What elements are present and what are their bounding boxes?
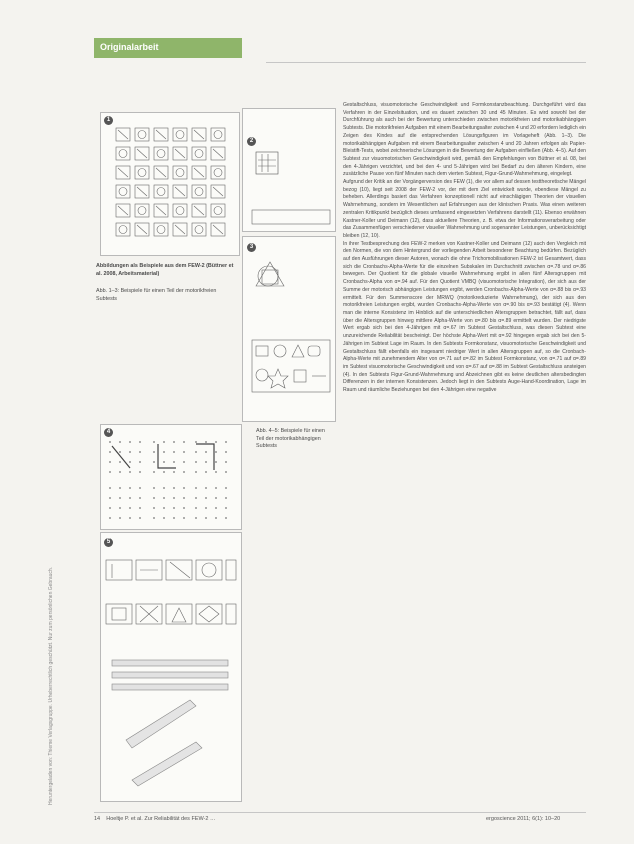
shape-glyph [119, 226, 127, 234]
shape-glyph [214, 207, 222, 215]
grid-dot [195, 451, 197, 453]
panel-3-option-frame [252, 340, 330, 392]
grid-dot [215, 507, 217, 509]
body-paragraph: Aufgrund der Kritik an der Vorgängerversion des FEW (1), die vor allem auf dessen testtheoretische Mängel bezog (10), liegt seit 2008 der FEW-2 vor, der mit dem Ziel entwickelt wurde, ebendiese Mängel zu beheben. Allerdings basiert das Verfahren konzeptionell nicht auf einschlägigen Theorien der visuellen Wahrnehmung, sondern im Wesentlichen auf Erfahrungen aus der klinischen Praxis. Was einen weiteren zentralen Kritikpunkt bezüglich dieses umfassend eingesetzten Verfahrens darstellt (11). Ebenso erwähnen Kastner-Koller und Deimann (12), dass aktuellere Theorien, z. B. etwa der Informationsverarbeitung oder das Zusammenfügen verschiedener visueller Wahrnehmung und sogenannter Leistungen, unberücksichtigt bleiben (12, 10). [343, 179, 586, 239]
shape-glyph [214, 131, 222, 139]
grid-dot [109, 487, 111, 489]
grid-dot [195, 507, 197, 509]
grid-dot [183, 461, 185, 463]
shape-glyph [156, 206, 166, 215]
grid-dot [205, 507, 207, 509]
grid-dot [173, 487, 175, 489]
shape-glyph [176, 169, 184, 177]
grid-dot [129, 451, 131, 453]
grid-dot [215, 471, 217, 473]
shape-glyph [213, 187, 223, 196]
grid-dot [183, 451, 185, 453]
grid-dot [109, 497, 111, 499]
grid-dot [205, 487, 207, 489]
figure-number-3: 3 [247, 243, 256, 252]
grid-dot [139, 441, 141, 443]
grid-dot [205, 517, 207, 519]
shape-box [192, 185, 206, 198]
grid-dot [225, 451, 227, 453]
grid-dot [139, 497, 141, 499]
shape-box [173, 166, 187, 179]
grid-dot [215, 451, 217, 453]
grid-dot [139, 451, 141, 453]
grid-dot [205, 451, 207, 453]
grid-dot [119, 471, 121, 473]
grid-dot [195, 487, 197, 489]
shape-glyph [195, 226, 203, 234]
shape-glyph [138, 169, 146, 177]
grid-dot [109, 507, 111, 509]
grid-dot [153, 471, 155, 473]
shape-glyph [138, 131, 146, 139]
grid-dot [173, 507, 175, 509]
grid-dot [163, 487, 165, 489]
shape-glyph [176, 207, 184, 215]
grid-dot [163, 471, 165, 473]
grid-dot [119, 487, 121, 489]
grid-dot [129, 497, 131, 499]
figure-caption-main: Abbildungen als Beispiele aus dem FEW-2 (Büttner et al. 2008, Arbeitsmaterial) [96, 263, 234, 277]
body-paragraph: Gestaltschluss, visuomotorische Geschwindigkeit und Formkonstanzbeachtung. Durchgeführt wird das Verfahren in der Einzelsituation, und es dauert zwischen 30 und 45 Minuten. Es wird sowohl bei der Durchführung als auch bei der Bewertung unterschieden zwischen motorikfreien und motorikabhängigen Subtests. Die motorikfreien Aufgaben mit einem Bearbeitungsalter zwischen 4 und 20 erfordern lediglich ein Zeigen des Kindes auf die entsprechenden Lösungsfiguren im Vorlageheft (Abb. 1–3). Die motorikabhängigen Aufgaben mit einem Bearbeitungsalter zwischen 4 und 20 Jahren erfolgen als Papier-Bleistift-Tests, wobei zeichnerische Lösungen in die Bewertung der Aufgaben einfließen (Abb. 4–5). Auf den Subtest zur visuomotorischen Geschwindigkeit wird, gemäß den Empfehlungen von Büttner et al. 08, bei den 4-Jährigen verzichtet, und bei den 4- und 5-Jährigen wird bei Bedarf zu den älteren Kindern, eine zusätzliche Pause von fünf Minuten nach dem vierten Subtest, Figur-Grund-Wahrnehmung, eingelegt. [343, 102, 586, 178]
shape-glyph [195, 150, 203, 158]
shape-glyph [175, 187, 185, 196]
grid-dot [129, 471, 131, 473]
grid-dot [183, 471, 185, 473]
grid-dot [163, 441, 165, 443]
article-body [343, 102, 586, 395]
grid-dot [195, 441, 197, 443]
grid-dot [225, 461, 227, 463]
shape-box [192, 147, 206, 160]
shape-glyph [176, 131, 184, 139]
shape-glyph [213, 225, 223, 234]
shape-glyph [118, 168, 128, 177]
grid-dot [225, 471, 227, 473]
grid-dot [153, 487, 155, 489]
grid-dot [225, 507, 227, 509]
grid-dot [129, 441, 131, 443]
shape-box [135, 204, 149, 217]
shape-glyph [119, 188, 127, 196]
shape-glyph [137, 225, 147, 234]
grid-dot [225, 517, 227, 519]
shape-glyph [175, 225, 185, 234]
grid-dot [163, 451, 165, 453]
grid-dot [139, 517, 141, 519]
shape-box [211, 204, 225, 217]
grid-dot [129, 487, 131, 489]
grid-dot [119, 461, 121, 463]
shape-glyph [118, 206, 128, 215]
shape-glyph [175, 149, 185, 158]
grid-dot [173, 461, 175, 463]
grid-dot [139, 507, 141, 509]
shape-box [211, 128, 225, 141]
grid-dot [225, 441, 227, 443]
shape-glyph [138, 207, 146, 215]
shape-glyph [156, 130, 166, 139]
grid-dot [109, 461, 111, 463]
figure-number-1: 1 [104, 116, 113, 125]
grid-dot [195, 497, 197, 499]
figure-number-4: 4 [104, 428, 113, 437]
shape-box [116, 147, 130, 160]
shape-glyph [157, 226, 165, 234]
shape-box [116, 223, 130, 236]
figure-number-2: 2 [247, 137, 256, 146]
grid-dot [153, 441, 155, 443]
grid-dot [205, 441, 207, 443]
grid-dot [163, 517, 165, 519]
grid-dot [195, 517, 197, 519]
panel-5-tracking-lanes [112, 660, 228, 786]
shape-box [154, 147, 168, 160]
grid-dot [183, 441, 185, 443]
shape-glyph [118, 130, 128, 139]
figure-number-5: 5 [104, 538, 113, 547]
panel-5-copy-shapes [106, 560, 236, 624]
shape-box [173, 128, 187, 141]
footer-rule [94, 812, 586, 813]
grid-dot [163, 507, 165, 509]
grid-dot [139, 471, 141, 473]
grid-dot [195, 471, 197, 473]
shape-glyph [214, 169, 222, 177]
grid-dot [205, 497, 207, 499]
grid-dot [129, 461, 131, 463]
grid-dot [173, 441, 175, 443]
section-label: Originalarbeit [100, 42, 159, 52]
shape-glyph [157, 188, 165, 196]
shape-glyph [195, 188, 203, 196]
vertical-download-notice: Heruntergeladen von: Thieme Verlagsgruppe. Urheberrechtlich geschützt. Nur zum persönlichen Gebrauch. [48, 566, 54, 805]
shape-box [135, 166, 149, 179]
grid-dot [109, 517, 111, 519]
shape-glyph [156, 168, 166, 177]
shape-glyph [194, 168, 204, 177]
shape-box [154, 185, 168, 198]
grid-dot [195, 461, 197, 463]
grid-dot [109, 441, 111, 443]
grid-dot [215, 497, 217, 499]
grid-dot [119, 507, 121, 509]
shape-box [154, 223, 168, 236]
grid-dot [205, 461, 207, 463]
grid-dot [173, 471, 175, 473]
panel-2-option-strip [252, 210, 330, 224]
grid-dot [173, 517, 175, 519]
shape-box [173, 204, 187, 217]
grid-dot [129, 507, 131, 509]
figure-caption-4-5: Abb. 4–5: Beispiele für einen Teil der motorikabhängigen Subtests [256, 428, 325, 449]
shape-glyph [213, 149, 223, 158]
grid-dot [153, 461, 155, 463]
grid-dot [163, 461, 165, 463]
grid-dot [153, 497, 155, 499]
citation-text: Hoeltje P. et al. Zur Reliabilität des FEW-2 … [106, 816, 216, 822]
grid-dot [225, 497, 227, 499]
shape-glyph [119, 150, 127, 158]
grid-dot [183, 487, 185, 489]
grid-dot [215, 441, 217, 443]
panel-2-target-figure [256, 152, 278, 174]
grid-dot [153, 517, 155, 519]
shape-box [211, 166, 225, 179]
grid-dot [183, 517, 185, 519]
panel-3-overlap-figure [258, 266, 278, 286]
shape-box [116, 185, 130, 198]
footer-journal: ergoscience 2011; 6(1): 10–20 [486, 816, 561, 822]
shape-glyph [194, 206, 204, 215]
grid-dot [215, 461, 217, 463]
grid-dot [153, 507, 155, 509]
grid-dot [139, 461, 141, 463]
grid-dot [183, 507, 185, 509]
grid-dot [119, 441, 121, 443]
grid-dot [215, 517, 217, 519]
shape-glyph [137, 187, 147, 196]
grid-dot [119, 517, 121, 519]
grid-dot [163, 497, 165, 499]
grid-dot [225, 487, 227, 489]
grid-dot [205, 471, 207, 473]
panel-4-dot-grids [109, 441, 227, 519]
grid-dot [215, 487, 217, 489]
shape-glyph [157, 150, 165, 158]
grid-dot [183, 497, 185, 499]
grid-dot [129, 517, 131, 519]
footer-citation [94, 816, 215, 822]
shape-box [192, 223, 206, 236]
shape-box [135, 128, 149, 141]
panel-1-shape-grid [116, 128, 225, 236]
shape-glyph [194, 130, 204, 139]
grid-dot [173, 451, 175, 453]
grid-dot [109, 451, 111, 453]
grid-dot [139, 487, 141, 489]
figure-caption-1-3: Abb. 1–3: Beispiele für einen Teil der motorikfreien Subtests [96, 288, 217, 302]
grid-dot [119, 451, 121, 453]
grid-dot [109, 471, 111, 473]
grid-dot [119, 497, 121, 499]
page-number: 14 [94, 816, 101, 822]
grid-dot [173, 497, 175, 499]
body-paragraph: In ihrer Testbesprechung des FEW-2 merken von Kastner-Koller und Deimann (12) auch den Vergleich mit den Normen, die von dem Hintergrund der vorliegenden Arbeit besonderer Beachtung bedürfen. Bezüglich auf den Ausführungen dieser Autoren, wonach die ohne Trichomobilisationen FEW-2 ist Gesamtwert, dass sich die Cronbachs-Alpha-Werte für die einzelnen Subskalen im Durchschnitt zwischen α=.78 und α=.86 bewegen. Der Quotient für die globale visuelle Wahrnehmung ergibt in allen fünf Altersgruppen mit Cronbachs-Alpha von α=.94 auf. Für den Quotient VMBQ (visuomotorische Integration), der sich aus der Summe der motorisch abhängigen Leistungen ergibt, werden Cronbachs-Alpha-Werte von α=.88 bis α=.93 ermittelt. Für den Summenscore der MRWQ (motorikreduzierte Wahrnehmung), der sich aus den motorikfreien Leistungen ergibt, wurden Cronbachs-Alpha-Werte von α=.90 bis α=.93 bestätigt (4). Wenn man die interne Konsistenz im Hinblick auf die unterschiedlichen Altersgruppen betrachtet, fällt auf, dass über die Altersgruppen hinweg mittlere Alpha-Werte von α=.80 bis α=.89 ermittelt wurden. Der niedrigste Wert ergab sich bei den 4-Jährigen mit α=.67 im Subtest Gestaltschluss, was diesen Subtest eine unzureichende Reliabilität bescheinigt. Der höchste Alpha-Wert mit α=.92 hingegen ergab sich bei den 5-Jährigen im Subtest Lage im Raum. In den Subtests Formkonstanz, visuomotorische Geschwindigkeit und Gestaltschluss fällt ebenfalls ein insgesamt niedriger Wert in allen Altersgruppen auf, so die Cronbach-Alpha-Werte mit zunehmendem Alter von α=.71 auf α=.82 im Subtest Formkonstanz, von α=.71 auf α=.89 im Subtest visuomotorische Geschwindigkeit und von α=.67 auf α=.88 im Subtest Gestaltschluss ansteigen (4). In den Subtests Figur-Grund-Wahrnehmung und Abzeichnen gibt es keine deutlichen altersbedingten Differenzen in der internen Konsistenzen. Jedoch liegt in den Subtests Auge-Hand-Koordination, Lage im Raum und räumliche Beziehungen bei den 4-Jährigen eine negative [343, 240, 586, 394]
shape-glyph [137, 149, 147, 158]
grid-dot [153, 451, 155, 453]
